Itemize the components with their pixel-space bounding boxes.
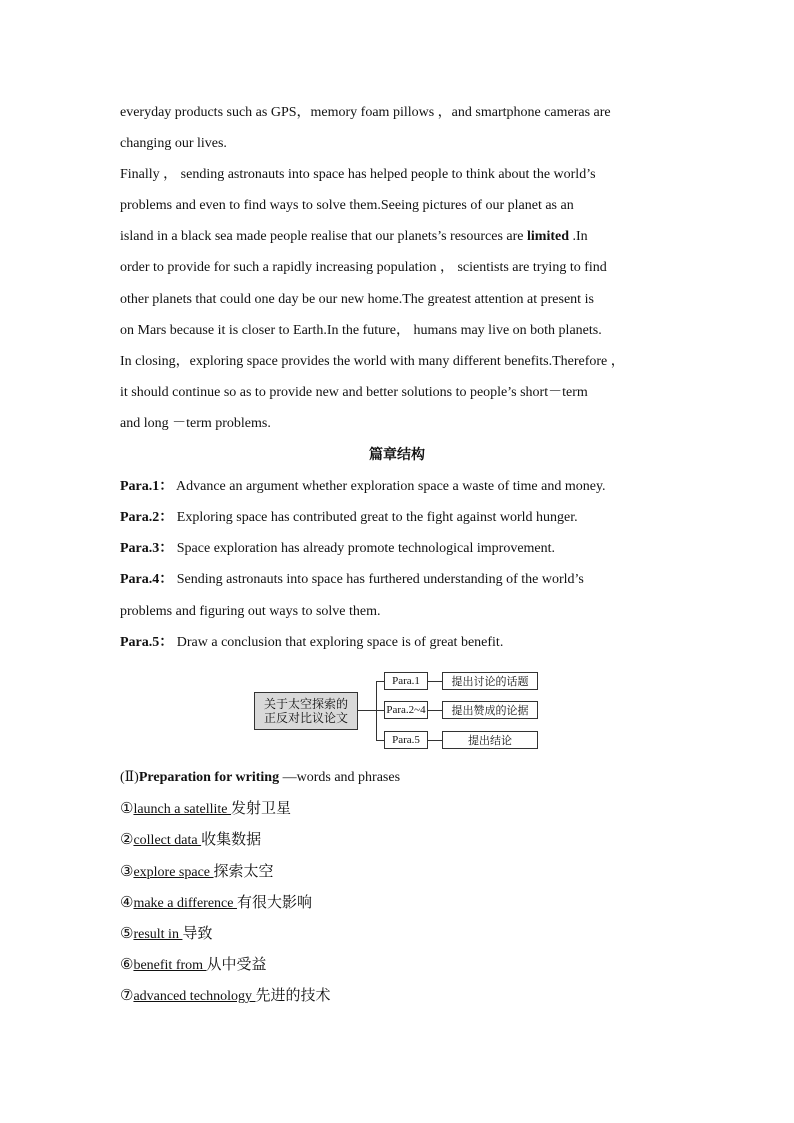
vocab-en: make a difference bbox=[133, 896, 237, 911]
prep-prefix: (Ⅱ) bbox=[120, 770, 139, 785]
para-4-continued: problems and figuring out ways to solve them. bbox=[120, 604, 381, 619]
body-line-7: other planets that could one day be our new home.The greatest attention at present is bbox=[120, 292, 594, 307]
vocab-zh: 先进的技术 bbox=[255, 988, 331, 1004]
vocab-num: ⑥ bbox=[120, 957, 134, 973]
vocab-zh: 收集数据 bbox=[201, 832, 262, 848]
vocab-item-5 bbox=[120, 924, 212, 945]
diagram-desc-box-1: 提出讨论的话题 bbox=[442, 672, 538, 690]
vocab-item-1 bbox=[120, 799, 291, 820]
vocab-zh: 发射卫星 bbox=[231, 801, 292, 817]
body-line-2: changing our lives. bbox=[120, 136, 227, 151]
vocab-zh: 从中受益 bbox=[206, 957, 267, 973]
vocab-en: launch a satellite bbox=[133, 802, 232, 817]
diagram-link-2 bbox=[428, 710, 442, 711]
body-line-1: everyday products such as GPS，memory foam pillows ，and smartphone cameras are bbox=[120, 105, 611, 120]
diagram-main-line-1: 关于太空探索的 bbox=[263, 697, 348, 711]
body-line-5 bbox=[120, 228, 588, 246]
vocab-num: ③ bbox=[120, 864, 134, 880]
diagram-connector-h bbox=[358, 710, 376, 711]
vocab-item-3 bbox=[120, 862, 274, 883]
diagram-desc-box-3: 提出结论 bbox=[442, 731, 538, 749]
vocab-num: ⑦ bbox=[120, 988, 134, 1004]
para-1-text: Advance an argument whether exploration space a waste of time and money. bbox=[173, 479, 606, 494]
para-5-label: Para.5： bbox=[120, 635, 174, 650]
body-line-5-text: island in a black sea made people realise that our planets’s resources are bbox=[120, 229, 528, 244]
para-2-line bbox=[120, 509, 578, 527]
para-5-text: Draw a conclusion that exploring space is of great benefit. bbox=[173, 635, 504, 650]
vocab-item-4 bbox=[120, 893, 312, 914]
vocab-en: explore space bbox=[133, 865, 214, 880]
para-3-text: Space exploration has already promote technological improvement. bbox=[173, 541, 556, 556]
body-line-3: Finally ， sending astronauts into space has helped people to think about the world’s bbox=[120, 167, 596, 182]
vocab-zh: 探索太空 bbox=[213, 864, 274, 880]
diagram-main-box bbox=[254, 692, 358, 730]
structure-diagram bbox=[250, 668, 550, 754]
vocab-num: ④ bbox=[120, 895, 134, 911]
vocab-num: ⑤ bbox=[120, 926, 134, 942]
vocab-en: advanced technology bbox=[133, 989, 256, 1004]
diagram-branch-2 bbox=[376, 710, 384, 711]
diagram-desc-box-2: 提出赞成的论据 bbox=[442, 701, 538, 719]
para-2-label: Para.2： bbox=[120, 510, 174, 525]
para-3-line bbox=[120, 540, 555, 558]
body-line-5-tail: .In bbox=[569, 229, 588, 244]
vocab-en: result in bbox=[133, 927, 183, 942]
body-line-8: on Mars because it is closer to Earth.In the future， humans may live on both planets. bbox=[120, 323, 602, 338]
diagram-link-1 bbox=[428, 681, 442, 682]
para-3-label: Para.3： bbox=[120, 541, 174, 556]
para-4-text: Sending astronauts into space has furthered understanding of the world’s bbox=[173, 572, 584, 587]
para-4-line bbox=[120, 571, 584, 589]
para-4-label: Para.4： bbox=[120, 572, 174, 587]
prep-suffix: —words and phrases bbox=[279, 770, 401, 785]
diagram-para-box-1: Para.1 bbox=[384, 672, 428, 690]
prep-title: Preparation for writing bbox=[138, 770, 280, 785]
bold-word-limited: limited bbox=[527, 229, 570, 244]
vocab-item-6 bbox=[120, 955, 267, 976]
vocab-num: ① bbox=[120, 801, 134, 817]
vocab-num: ② bbox=[120, 832, 134, 848]
vocab-en: collect data bbox=[133, 833, 202, 848]
diagram-para-box-3: Para.5 bbox=[384, 731, 428, 749]
body-line-11: and long －term problems. bbox=[120, 416, 271, 431]
vocab-item-7 bbox=[120, 986, 331, 1007]
body-line-9: In closing，exploring space provides the world with many different benefits.Therefore ， bbox=[120, 354, 625, 369]
section-title-text: 篇章结构 bbox=[369, 448, 425, 463]
vocab-item-2 bbox=[120, 830, 261, 851]
vocab-zh: 导致 bbox=[182, 926, 213, 942]
diagram-main-line-2: 正反对比议论文 bbox=[263, 711, 348, 725]
para-5-line bbox=[120, 634, 503, 652]
para-2-text: Exploring space has contributed great to the fight against world hunger. bbox=[173, 510, 578, 525]
body-line-6: order to provide for such a rapidly increasing population ， scientists are trying to find bbox=[120, 260, 607, 275]
diagram-para-box-2: Para.2~4 bbox=[384, 701, 428, 719]
vocab-zh: 有很大影响 bbox=[236, 895, 312, 911]
section-title bbox=[0, 447, 794, 465]
diagram-branch-1 bbox=[376, 681, 384, 682]
para-1-label: Para.1： bbox=[120, 479, 174, 494]
prep-heading bbox=[120, 769, 400, 787]
para-1-line bbox=[120, 478, 606, 496]
diagram-link-3 bbox=[428, 740, 442, 741]
body-line-10: it should continue so as to provide new and better solutions to people’s short－term bbox=[120, 385, 588, 400]
diagram-branch-3 bbox=[376, 740, 384, 741]
vocab-en: benefit from bbox=[133, 958, 207, 973]
body-line-4: problems and even to find ways to solve them.Seeing pictures of our planet as an bbox=[120, 198, 574, 213]
